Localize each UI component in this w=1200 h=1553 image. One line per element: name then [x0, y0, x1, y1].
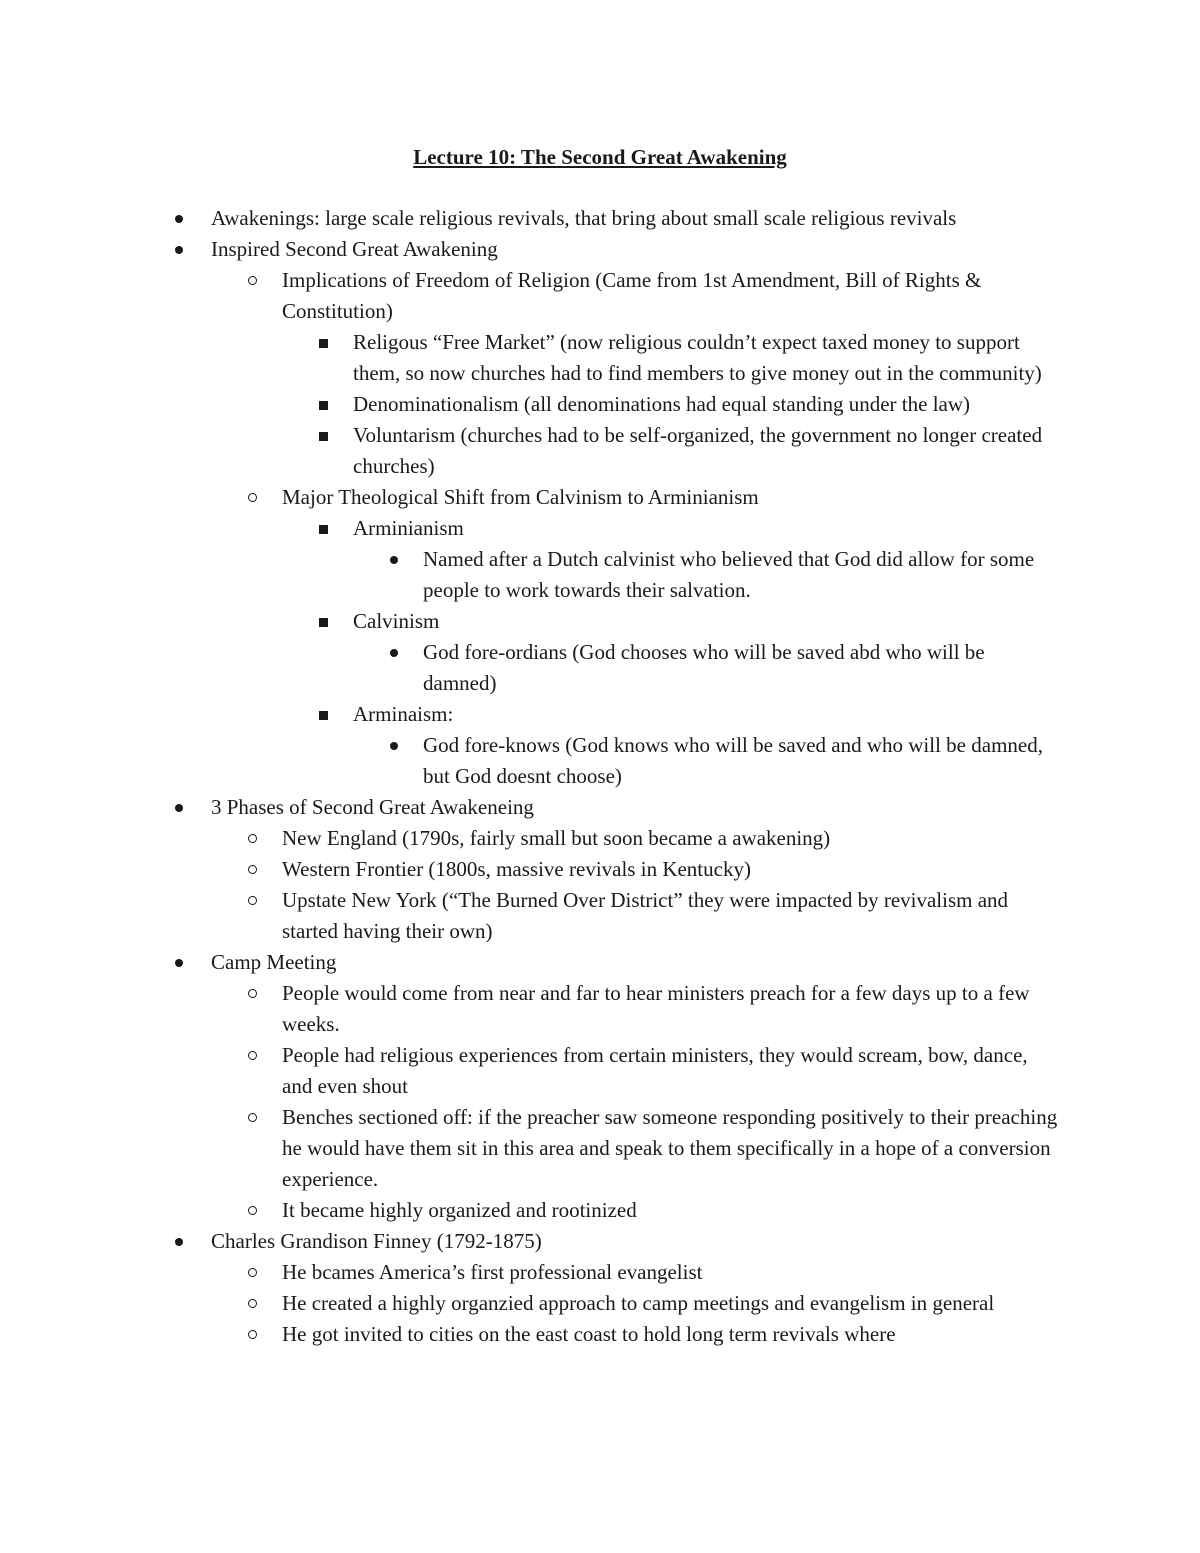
list-item-level-2 — [282, 1102, 1062, 1195]
list-item-level-3 — [353, 699, 1058, 730]
list-item-level-1 — [211, 792, 1061, 823]
list-item-level-2 — [282, 1257, 1062, 1288]
list-item-text: Western Frontier (1800s, massive revivals in Kentucky) — [282, 857, 751, 881]
list-item-level-2 — [282, 1040, 1062, 1102]
list-item-level-2 — [282, 1319, 1062, 1350]
list-item-text: Calvinism — [353, 609, 440, 633]
list-item-text: Awakenings: large scale religious revivals, that bring about small scale religious revivals — [211, 206, 957, 230]
list-item-text: Denominationalism (all denominations had equal standing under the law) — [353, 392, 971, 416]
list-item-level-4 — [423, 637, 1063, 699]
list-item-text: Camp Meeting — [211, 950, 337, 974]
list-item-text: He bcames America’s first professional evangelist — [282, 1260, 703, 1284]
list-item-level-2 — [282, 854, 1062, 885]
list-item-text: Religous “Free Market” (now religious couldn’t expect taxed money to support them, so now churches had to find members to give money out in the community) — [353, 330, 1042, 385]
list-item-text: Inspired Second Great Awakening — [211, 237, 498, 261]
list-item-text: New England (1790s, fairly small but soon became a awakening) — [282, 826, 831, 850]
list-item-text: Upstate New York (“The Burned Over District” they were impacted by revivalism and started having their own) — [282, 888, 1009, 943]
list-item-text: 3 Phases of Second Great Awakeneing — [211, 795, 534, 819]
list-item-text: People had religious experiences from certain ministers, they would scream, bow, dance, and even shout — [282, 1043, 1028, 1098]
list-item-text: Arminaism: — [353, 702, 454, 726]
page-title: Lecture 10: The Second Great Awakening — [413, 145, 787, 169]
list-item-level-1 — [211, 203, 1061, 234]
list-item-level-2 — [282, 823, 1062, 854]
list-item-text: Implications of Freedom of Religion (Came from 1st Amendment, Bill of Rights & Constitution) — [282, 268, 982, 323]
list-item-text: Major Theological Shift from Calvinism to Arminianism — [282, 485, 759, 509]
list-item-level-2 — [282, 1288, 1062, 1319]
list-item-text: Named after a Dutch calvinist who believed that God did allow for some people to work towards their salvation. — [423, 547, 1035, 602]
list-item-text: God fore-ordians (God chooses who will be saved abd who will be damned) — [423, 640, 985, 695]
list-item-level-2 — [282, 885, 1062, 947]
list-item-level-3 — [353, 420, 1058, 482]
list-item-level-3 — [353, 389, 1058, 420]
list-item-level-1 — [211, 1226, 1061, 1257]
list-item-level-3 — [353, 606, 1058, 637]
outline-list — [0, 203, 1200, 1350]
list-item-text: Benches sectioned off: if the preacher saw someone responding positively to their preaching he would have them sit in this area and speak to them specifically in a hope of a conversion experience. — [282, 1105, 1058, 1191]
list-item-level-4 — [423, 730, 1063, 792]
list-item-text: Charles Grandison Finney (1792-1875) — [211, 1229, 542, 1253]
list-item-text: People would come from near and far to hear ministers preach for a few days up to a few weeks. — [282, 981, 1030, 1036]
list-item-level-3 — [353, 327, 1058, 389]
list-item-level-4 — [423, 544, 1063, 606]
list-item-level-2 — [282, 482, 1062, 513]
list-item-level-1 — [211, 234, 1061, 265]
list-item-level-3 — [353, 513, 1058, 544]
list-item-text: It became highly organized and rootinized — [282, 1198, 637, 1222]
list-item-text: God fore-knows (God knows who will be saved and who will be damned, but God doesnt choose) — [423, 733, 1043, 788]
list-item-level-1 — [211, 947, 1061, 978]
list-item-text: Voluntarism (churches had to be self-organized, the government no longer created churches) — [353, 423, 1043, 478]
list-item-text: He got invited to cities on the east coast to hold long term revivals where — [282, 1322, 896, 1346]
list-item-level-2 — [282, 978, 1062, 1040]
list-item-level-2 — [282, 265, 1062, 327]
list-item-text: He created a highly organzied approach to camp meetings and evangelism in general — [282, 1291, 995, 1315]
list-item-level-2 — [282, 1195, 1062, 1226]
list-item-text: Arminianism — [353, 516, 464, 540]
